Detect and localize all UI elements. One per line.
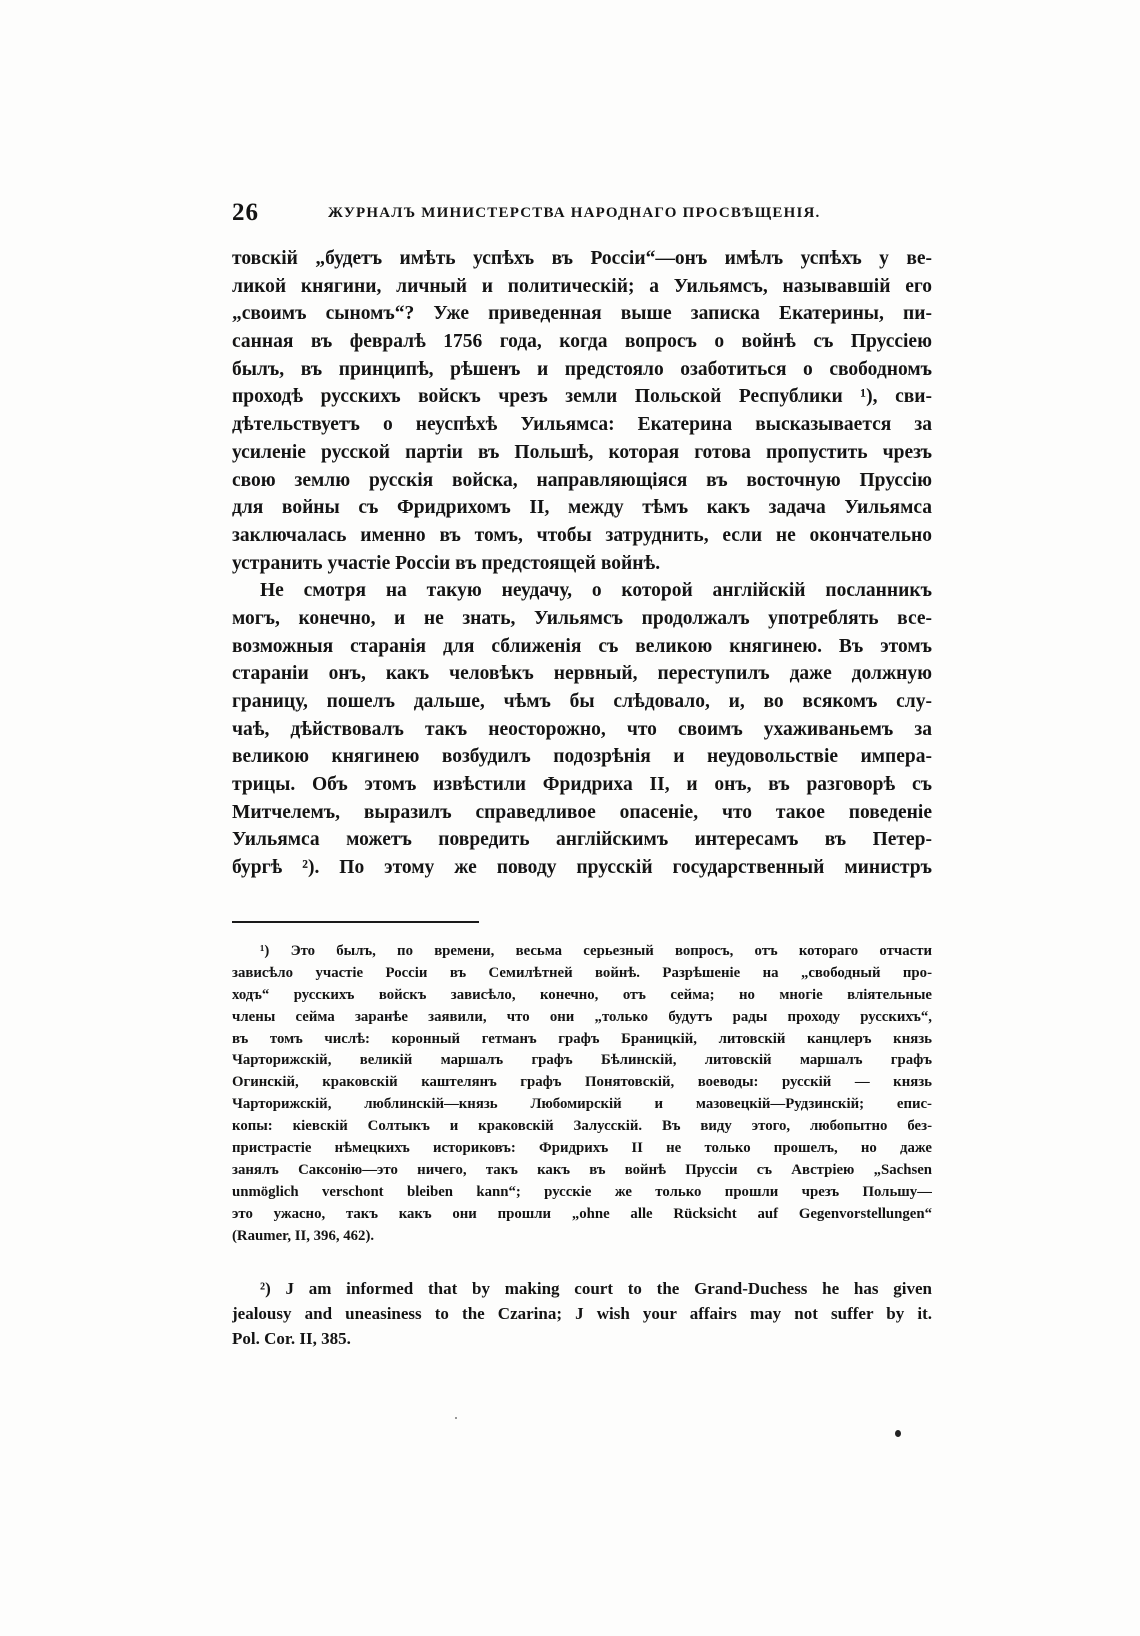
text-line: трицы. Объ этомъ извѣстили Фридриха II, и онъ, въ разговорѣ съ	[232, 774, 932, 796]
text-line: „своимъ сыномъ“? Уже приведенная выше записка Екатерины, пи-	[232, 303, 932, 325]
text-line: для войны съ Фридрихомъ II, между тѣмъ какъ задача Уильямса	[232, 497, 932, 519]
footnote-line: занялъ Саксонію—это ничего, такъ какъ въ войнѣ Пруссіи съ Австріею „Sachsen	[232, 1161, 932, 1178]
footnote-line: зависѣло участіе Россіи въ Семилѣтней войнѣ. Разрѣшеніе на „свободный про-	[232, 964, 932, 981]
text-line: бургѣ ²). По этому же поводу прусскій государственный министръ	[232, 857, 932, 879]
footnote-line: копы: кіевскій Солтыкъ и краковскій Залусскій. Въ виду этого, любопытно без-	[232, 1118, 932, 1135]
footnote-line: Чарторижскій, великій маршалъ графъ Бѣлинскій, литовскій маршалъ графъ	[232, 1052, 932, 1069]
ink-speck	[895, 1430, 901, 1437]
footnote-line: это ужасно, такъ какъ они прошли „ohne alle Rücksicht auf Gegenvorstellungen“	[232, 1205, 932, 1222]
footnote-line: ¹) Это былъ, по времени, весьма серьезный вопросъ, отъ котораго отчасти	[260, 943, 932, 959]
footnote-line: Pol. Cor. II, 385.	[232, 1329, 351, 1348]
text-line: былъ, въ принципѣ, рѣшенъ и предстояло озаботиться о свободномъ	[232, 358, 932, 380]
footnote-divider	[232, 921, 479, 923]
footnote-line: въ томъ числѣ: коронный гетманъ графъ Браницкій, литовскій канцлеръ князь	[232, 1030, 932, 1047]
text-line: ликой княгини, личный и политическій; а Уильямсъ, называвшій его	[232, 275, 932, 297]
main-text	[232, 245, 932, 882]
text-line: великою княгинею возбудилъ подозрѣнія и неудовольствіе импера-	[232, 746, 932, 768]
text-line: устранить участіе Россіи въ предстоящей войнѣ.	[232, 552, 661, 574]
running-title: ЖУРНАЛЪ МИНИСТЕРСТВА НАРОДНАГО ПРОСВѢЩЕНІЯ.	[328, 205, 821, 221]
page-header	[232, 199, 932, 233]
page-number: 26	[232, 199, 259, 226]
text-line: санная въ февралѣ 1756 года, когда вопросъ о войнѣ съ Пруссіею	[232, 331, 932, 353]
text-line: проходѣ русскихъ войскъ чрезъ земли Польской Республики ¹), сви-	[232, 386, 932, 408]
text-line: границу, пошелъ дальше, чѣмъ бы слѣдовало, и, во всякомъ слу-	[232, 691, 932, 712]
footnote-2	[232, 1276, 932, 1351]
text-line: свою землю русскія войска, направляющіяся въ восточную Пруссію	[232, 469, 932, 491]
text-line: могъ, конечно, и не знать, Уильямсъ продолжалъ употреблять все-	[232, 607, 932, 629]
footnote-line: jealousy and uneasiness to the Czarina; J wish your affairs may not suffer by it.	[232, 1304, 932, 1323]
footnote-line: unmöglich verschont bleiben kann“; русскіе же только прошли чрезъ Польшу—	[232, 1183, 932, 1200]
text-line: чаѣ, дѣйствовалъ такъ неосторожно, что своимъ ухаживаньемъ за	[232, 718, 932, 740]
text-line: товскій „будетъ имѣть успѣхъ въ Россіи“—онъ имѣлъ успѣхъ у ве-	[232, 248, 932, 269]
footnote-line: пристрастіе нѣмецкихъ историковъ: Фридрихъ II не только прошелъ, но даже	[232, 1140, 932, 1157]
text-line: Уильямса можетъ повредить англійскимъ интересамъ въ Петер-	[232, 829, 932, 851]
text-line: Митчелемъ, выразилъ справедливое опасеніе, что такое поведеніе	[232, 801, 932, 823]
text-line: Не смотря на такую неудачу, о которой англійскій посланникъ	[260, 580, 932, 602]
text-line: заключалась именно въ томъ, чтобы затруднить, если не окончательно	[232, 524, 932, 546]
footnote-line: ²) J am informed that by making court to the Grand-Duchess he has given	[260, 1279, 932, 1298]
text-line: стараніи онъ, какъ человѣкъ нервный, переступилъ даже должную	[232, 663, 932, 685]
footnote-line: (Raumer, II, 396, 462).	[232, 1227, 375, 1244]
text-line: возможныя старанія для сближенія съ великою княгинею. Въ этомъ	[232, 635, 932, 657]
footnote-line: Огинскій, краковскій каштелянъ графъ Понятовскій, воеводы: русскій — князь	[232, 1074, 932, 1091]
text-line: дѣтельствуетъ о неуспѣхѣ Уильямса: Екатерина высказывается за	[232, 414, 932, 436]
text-line: усиленіе русской партіи въ Польшѣ, которая готова пропустить чрезъ	[232, 441, 932, 463]
footnote-1	[232, 941, 932, 1247]
footnote-line: члены сейма заранѣе заявили, что они „только будутъ рады проходу русскихъ“,	[232, 1008, 932, 1025]
footnote-line: ходъ“ русскихъ войскъ зависѣло, конечно, отъ сейма; но многіе вліятельные	[232, 986, 932, 1003]
footnote-line: Чарторижскій, люблинскій—князь Любомирскій и мазовецкій—Рудзинскій; епис-	[232, 1096, 932, 1113]
ink-speck	[455, 1417, 457, 1419]
